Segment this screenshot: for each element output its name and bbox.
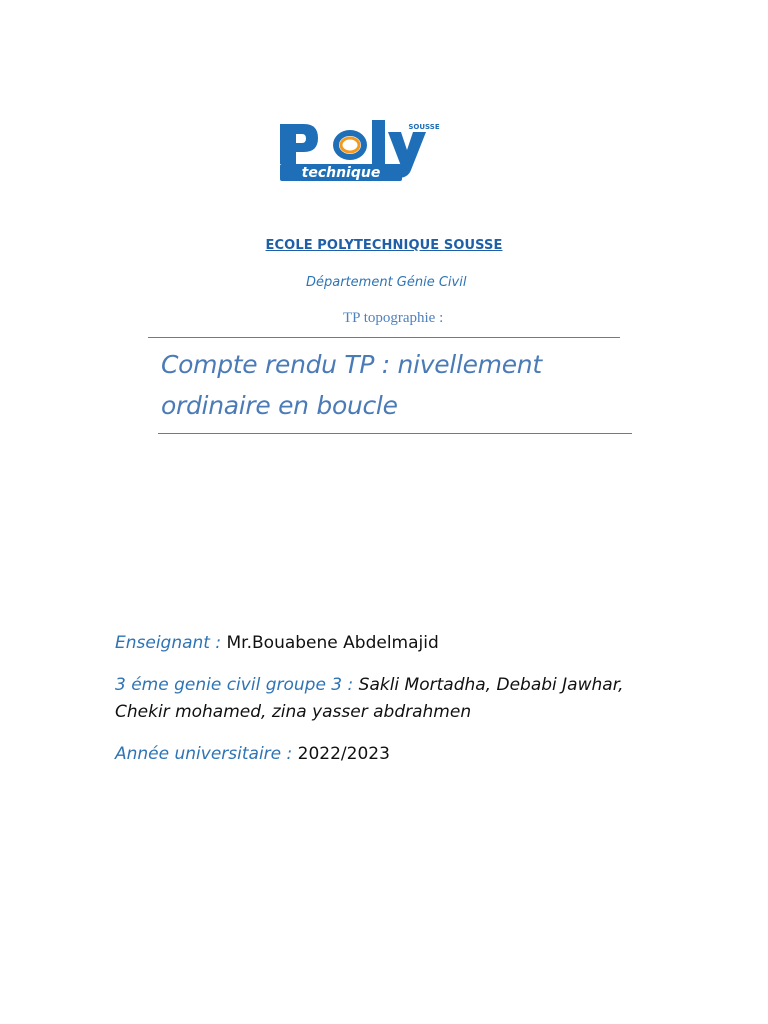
- group-members-2: Chekir mohamed, zina yasser abdrahmen: [115, 702, 472, 722]
- logo-tag: SOUSSE: [408, 123, 440, 131]
- year-value: 2022/2023: [297, 744, 390, 764]
- report-title-line-2: ordinaire en boucle: [161, 391, 398, 420]
- report-title: [161, 344, 611, 426]
- department-name: Département Génie Civil: [306, 275, 467, 290]
- title-rule-bottom: [158, 433, 632, 434]
- teacher-value: Mr.Bouabene Abdelmajid: [226, 633, 439, 653]
- school-name: ECOLE POLYTECHNIQUE SOUSSE: [265, 238, 503, 253]
- logo-graphic: [278, 120, 458, 184]
- group-line: [115, 672, 715, 726]
- year-label: Année universitaire :: [115, 744, 293, 764]
- polytechnique-logo: [278, 120, 458, 184]
- teacher-line: [115, 630, 439, 657]
- report-title-line-1: Compte rendu TP : nivellement: [161, 350, 542, 379]
- year-line: [115, 741, 390, 768]
- course-name: TP topographie :: [343, 310, 444, 326]
- group-label: 3 éme genie civil groupe 3 :: [115, 675, 354, 695]
- group-members-1: Sakli Mortadha, Debabi Jawhar,: [358, 675, 624, 695]
- title-rule-top: [148, 337, 620, 338]
- logo-word-bottom: technique: [301, 165, 381, 181]
- teacher-label: Enseignant :: [115, 633, 222, 653]
